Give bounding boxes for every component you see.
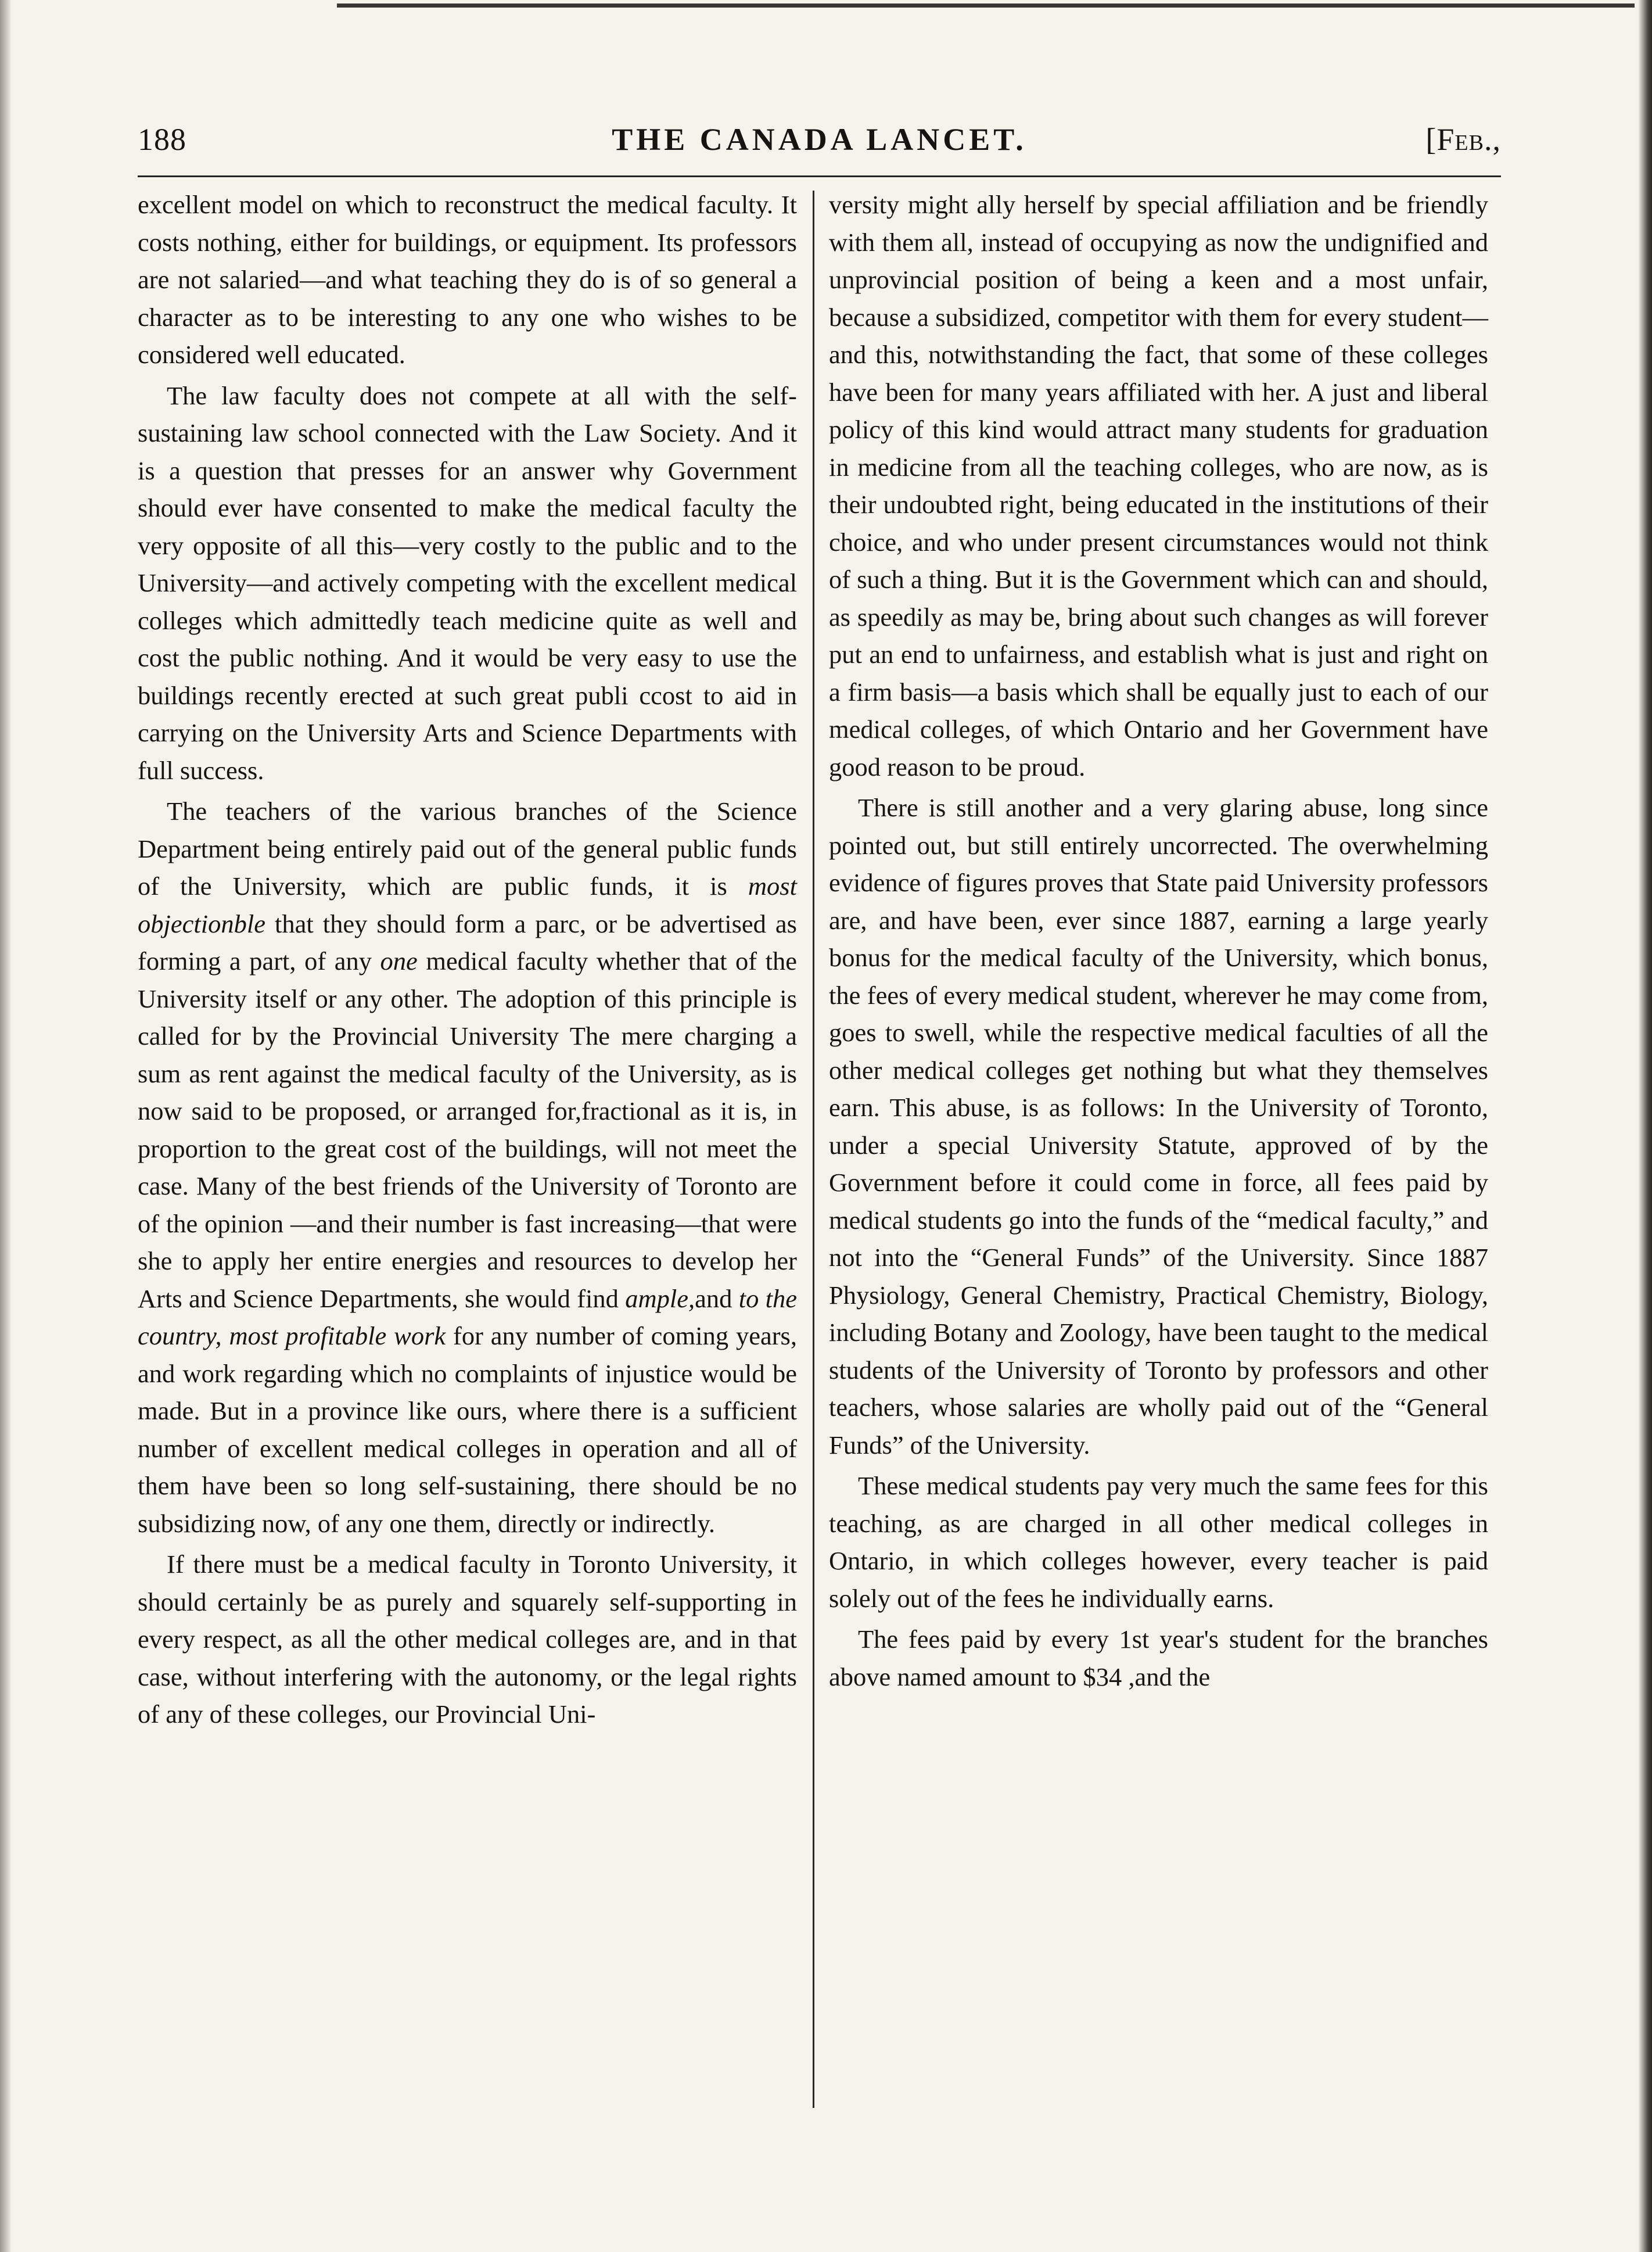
article-body	[138, 186, 1501, 2202]
italic-text: to the country, most profitable work	[138, 1283, 797, 1350]
column-divider	[813, 191, 814, 2108]
page-edge-shadow	[1638, 0, 1652, 2252]
text-run: There is still another and a very glaring abuse, long since pointed out, but still entirely uncorrected. The overwhelming evidence of figures proves that State paid University professors are, and have been, ever since 1887, earning a large yearly bonus for the medical faculty of the University, which bonus, the fees of every medical student, wherever he may come from, goes to swell, while the respective medical faculties of all the other medical colleges get nothing but what they themselves earn. This abuse, is as follows: In the University of Toronto, under a special University Statute, approved of by the Government before it could come in force, all fees paid by medical students go into the funds of the “medical faculty,” and not into the “General Funds” of the University. Since 1887 Physiology, General Chemistry, Practical Chemistry, Biology, including Botany and Zoology, have been taught to the medical students of the University of Toronto by professors and other teachers, whose salaries are wholly paid out of the “General Funds” of the University.	[829, 793, 1488, 1460]
running-header	[138, 119, 1501, 171]
paragraph	[829, 789, 1488, 1464]
header-rule	[138, 175, 1501, 177]
paragraph	[829, 1467, 1488, 1617]
paragraph	[829, 186, 1488, 786]
paragraph	[138, 377, 797, 790]
paragraph	[138, 186, 797, 374]
left-column	[138, 186, 797, 1733]
text-run: These medical students pay very much the same fees for this teaching, as are charged in all other medical colleges in Ontario, in which colleges however, every teacher is paid solely out of the fees he individually earns.	[829, 1471, 1488, 1613]
text-run: If there must be a medical faculty in Toronto University, it should certainly be as purely and squarely self-supporting in every respect, as all the other medical colleges are, and in that case, without interfering with the autonomy, or the legal rights of any of these colleges, our Provincial Uni-	[138, 1550, 797, 1729]
right-column	[829, 186, 1488, 1695]
text-run: for any number of coming years, and work regarding which no complaints of injustice would be made. But in a province like ours, where there is a sufficient number of excellent medical colleges in operation and all of them have been so long self-sustaining, there should be no subsidizing now, of any one them, directly or indirectly.	[138, 1321, 797, 1538]
paragraph	[829, 1620, 1488, 1695]
italic-text: one	[380, 946, 418, 976]
text-run: The teachers of the various branches of the Science Department being entirely paid out of the general public funds of the University, which are public funds, it is	[138, 797, 797, 901]
italic-text: ample,	[625, 1283, 695, 1313]
paragraph	[138, 792, 797, 1542]
page-binding-shadow	[0, 0, 12, 2252]
text-run: versity might ally herself by special affiliation and be friendly with them all, instead of occupying as now the undignified and unprovincial position of being a keen and a most unfair, because a subsidized, competitor with them for every student—and this, notwithstanding the fact, that some of these colleges have been for many years affiliated with her. A just and liberal policy of this kind would attract many students for graduation in medicine from all the teaching colleges, who are now, as is their undoubted right, being educated in the institutions of their choice, and who under present circumstances would not think of such a thing. But it is the Government which can and should, as speedily as may be, bring about such changes as will forever put an end to unfairness, and establish what is just and right on a firm basis—a basis which shall be equally just to each of our medical colleges, of which Ontario and her Government have good reason to be proud.	[829, 190, 1488, 781]
running-date: [Feb.,	[1425, 122, 1501, 157]
italic-text: most objectionble	[138, 872, 797, 938]
paragraph	[138, 1545, 797, 1733]
scan-top-edge	[337, 3, 1635, 8]
text-run: and	[695, 1283, 739, 1313]
page-number: 188	[138, 122, 186, 157]
text-run: The fees paid by every 1st year's student for the branches above named amount to $34 ,and the	[829, 1625, 1488, 1691]
text-run: that they should form a parc, or be advertised as forming a part, of any	[138, 909, 797, 976]
journal-title: THE CANADA LANCET.	[612, 122, 1027, 157]
text-run: The law faculty does not compete at all with the self-sustaining law school connected with the Law Society. And it is a question that presses for an answer why Government should ever have consented to make the medical faculty the very opposite of all this—very costly to the public and to the University—and actively competing with the excellent medical colleges which admittedly teach medicine quite as well and cost the public nothing. And it would be very easy to use the buildings recently erected at such great publi ccost to aid in carrying on the University Arts and Science Departments with full success.	[138, 381, 797, 785]
text-run: excellent model on which to reconstruct the medical faculty. It costs nothing, either for buildings, or equipment. Its professors are not salaried—and what teaching they do is of so general a character as to be interesting to any one who wishes to be considered well educated.	[138, 190, 797, 369]
text-run: medical faculty whether that of the University itself or any other. The adoption of this principle is called for by the Provincial University The mere charging a sum as rent against the medical faculty of the University, as is now said to be proposed, or arranged for,fractional as it is, in proportion to the great cost of the buildings, will not meet the case. Many of the best friends of the University of Toronto are of the opinion —and their number is fast increasing—that were she to apply her entire energies and resources to develop her Arts and Science Departments, she would find	[138, 946, 797, 1313]
